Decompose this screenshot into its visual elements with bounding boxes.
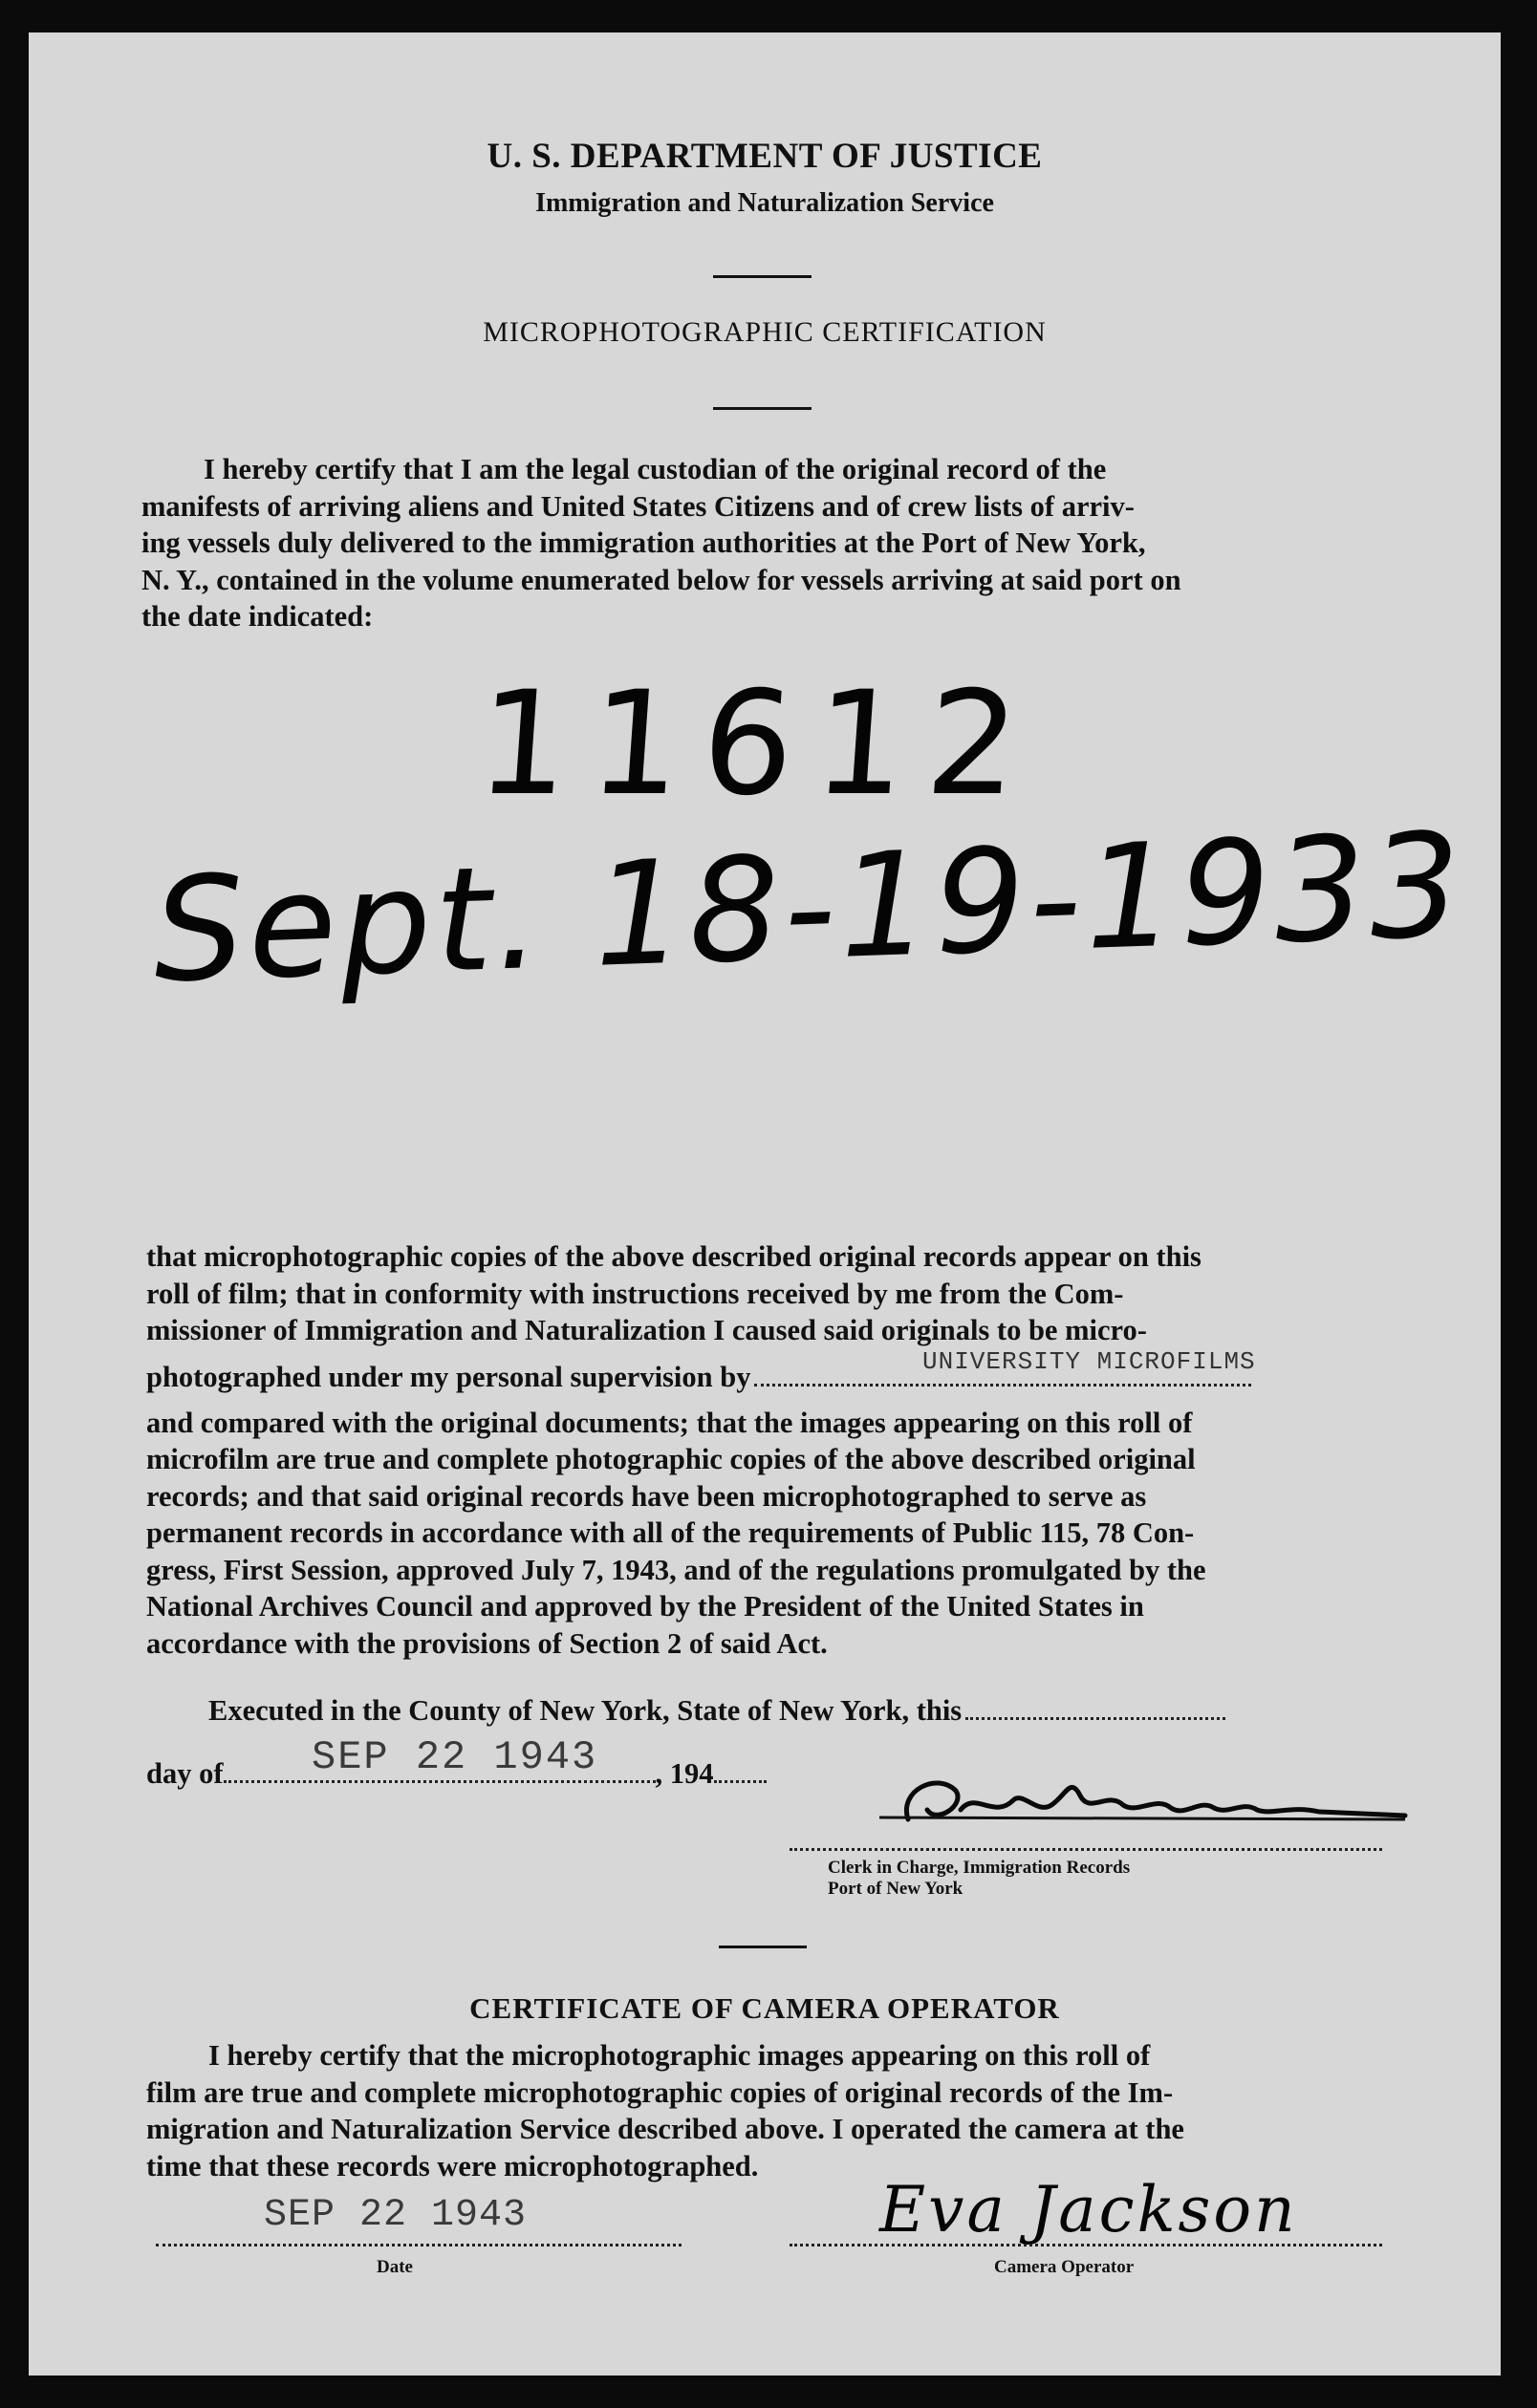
certification-title: MICROPHOTOGRAPHIC CERTIFICATION: [483, 316, 1047, 348]
conformity-paragraph: [146, 1238, 1347, 1662]
header-divider: [713, 275, 812, 278]
supervisor-stamp: UNIVERSITY MICROFILMS: [922, 1346, 1256, 1376]
operator-line: I hereby certify that the microphotographic images appearing on this roll of: [208, 2039, 1151, 2072]
operator-date-stamp: SEP 22 1943: [264, 2194, 528, 2237]
conformity-line: permanent records in accordance with all of the requirements of Public 115, 78 Con-: [146, 1516, 1195, 1549]
custodian-line: the date indicated:: [141, 600, 374, 633]
conformity-line: missioner of Immigration and Naturalization I caused said originals to be micro-: [146, 1314, 1147, 1346]
conformity-line: and compared with the original documents; that the images appearing on this roll of: [146, 1406, 1193, 1439]
operator-signature: Eva Jackson: [879, 2173, 1298, 2247]
custodian-line: ing vessels duly delivered to the immigration authorities at the Port of New York,: [141, 527, 1146, 559]
custodian-line: I hereby certify that I am the legal custodian of the original record of the: [204, 453, 1107, 485]
clerk-title-line: Port of New York: [828, 1879, 963, 1899]
date-dotted-line: [156, 2244, 682, 2247]
execution-date-stamp: SEP 22 1943: [312, 1734, 598, 1780]
conformity-line: that microphotographic copies of the above described original records appear on this: [146, 1240, 1201, 1273]
operator-label: Camera Operator: [994, 2257, 1135, 2277]
department-heading: U. S. DEPARTMENT OF JUSTICE: [487, 137, 1043, 176]
custodian-paragraph: [141, 451, 1344, 635]
date-label: Date: [377, 2257, 413, 2277]
clerk-signature: [870, 1752, 1424, 1848]
clerk-title-line: Clerk in Charge, Immigration Records: [828, 1858, 1131, 1878]
conformity-line: National Archives Council and approved by the President of the United States in: [146, 1590, 1144, 1623]
custodian-line: N. Y., contained in the volume enumerated below for vessels arriving at said port on: [141, 563, 1181, 596]
clerk-title: [828, 1858, 1130, 1900]
operator-paragraph: [146, 2037, 1347, 2184]
conformity-line: records; and that said original records have been microphotographed to serve as: [146, 1479, 1147, 1513]
executed-dotted-line: [965, 1698, 1225, 1720]
operator-line: time that these records were microphotographed.: [146, 2149, 759, 2182]
executed-text: Executed in the County of New York, State of New York, this: [208, 1694, 963, 1727]
operator-line: migration and Naturalization Service described above. I operated the camera at the: [146, 2113, 1184, 2145]
year-prefix: , 194: [655, 1757, 714, 1790]
camera-operator-title: CERTIFICATE OF CAMERA OPERATOR: [469, 1991, 1060, 2025]
supervision-text: photographed under my personal supervision by: [146, 1360, 751, 1393]
supervision-line: [146, 1346, 1347, 1405]
service-heading: Immigration and Naturalization Service: [535, 188, 994, 218]
title-divider: [713, 407, 812, 410]
executed-line: [208, 1692, 1346, 1730]
conformity-line: accordance with the provisions of Section 2 of said Act.: [146, 1626, 828, 1660]
handwritten-dates: Sept. 18-19-1933: [150, 803, 1468, 1015]
conformity-line: microfilm are true and complete photographic copies of the above described original: [146, 1443, 1196, 1475]
clerk-signature-line: [790, 1848, 1382, 1851]
custodian-line: manifests of arriving aliens and United States Citizens and of crew lists of arriv-: [141, 489, 1135, 523]
day-of-label: day of: [146, 1757, 224, 1790]
conformity-line: roll of film; that in conformity with instructions received by me from the Com-: [146, 1277, 1124, 1310]
operator-divider: [719, 1946, 807, 1948]
operator-line: film are true and complete microphotographic copies of original records of the Im-: [146, 2075, 1174, 2109]
certificate-page: [29, 32, 1501, 2376]
year-dotted-line: [714, 1761, 767, 1783]
operator-signature-line: [790, 2244, 1382, 2247]
conformity-line: gress, First Session, approved July 7, 1943, and of the regulations promulgated by the: [146, 1553, 1206, 1586]
handwritten-volume-number: 11612: [471, 661, 1046, 828]
